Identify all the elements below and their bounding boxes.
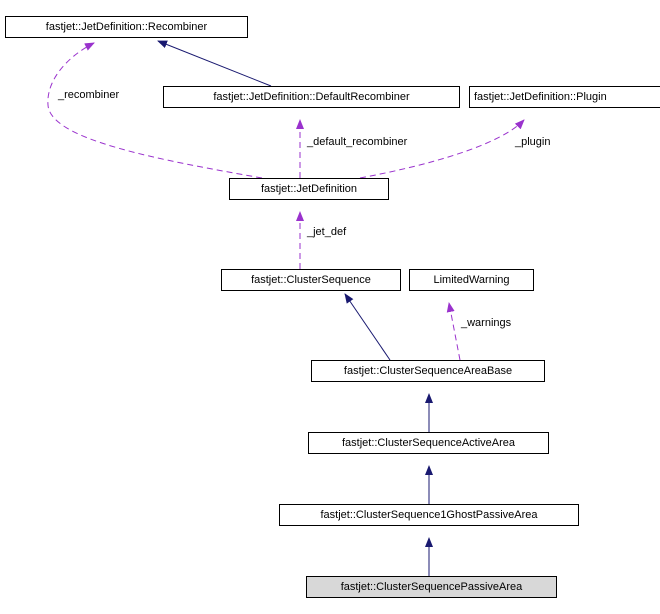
node-label: fastjet::ClusterSequencePassiveArea xyxy=(340,580,523,593)
node-label: fastjet::ClusterSequenceActiveArea xyxy=(341,436,516,449)
edge-label-plugin: _plugin xyxy=(515,136,551,148)
node-clustersequenceareabase[interactable] xyxy=(311,360,545,382)
node-label: fastjet::ClusterSequence1GhostPassiveArea xyxy=(320,508,538,521)
edge-label-warnings: _warnings xyxy=(461,317,512,329)
edge-label-recombiner: _recombiner xyxy=(58,89,120,101)
node-clustersequence[interactable] xyxy=(221,269,401,291)
node-label: fastjet::JetDefinition::Plugin xyxy=(474,90,607,103)
node-jetdefinition[interactable] xyxy=(229,178,389,200)
node-clustersequence1ghostpassivearea[interactable] xyxy=(279,504,579,526)
edge-label-default-recombiner: _default_recombiner xyxy=(307,136,408,148)
edge-label-jet-def: _jet_def xyxy=(307,226,347,238)
edge-csareabase-inherits-clustersequence xyxy=(345,294,390,360)
node-recombiner[interactable] xyxy=(5,16,248,38)
node-label: fastjet::JetDefinition::Recombiner xyxy=(45,20,208,33)
edge-jetdefinition-uses-recombiner xyxy=(48,43,262,178)
node-limitedwarning[interactable] xyxy=(409,269,534,291)
edge-csareabase-uses-limitedwarning xyxy=(449,303,460,360)
edge-jetdefinition-uses-plugin xyxy=(360,120,524,178)
node-label: fastjet::ClusterSequenceAreaBase xyxy=(343,364,513,377)
node-label: LimitedWarning xyxy=(433,273,510,286)
node-label: fastjet::ClusterSequence xyxy=(251,273,371,286)
node-clustersequenceactivearea[interactable] xyxy=(308,432,549,454)
node-clustersequencepassivearea[interactable] xyxy=(306,576,557,598)
edge-default-recombiner-inherits-recombiner xyxy=(158,41,271,86)
node-default-recombiner[interactable] xyxy=(163,86,460,108)
node-label: fastjet::JetDefinition xyxy=(261,182,357,195)
node-label: fastjet::JetDefinition::DefaultRecombiner xyxy=(213,90,410,103)
node-plugin[interactable] xyxy=(469,86,660,108)
